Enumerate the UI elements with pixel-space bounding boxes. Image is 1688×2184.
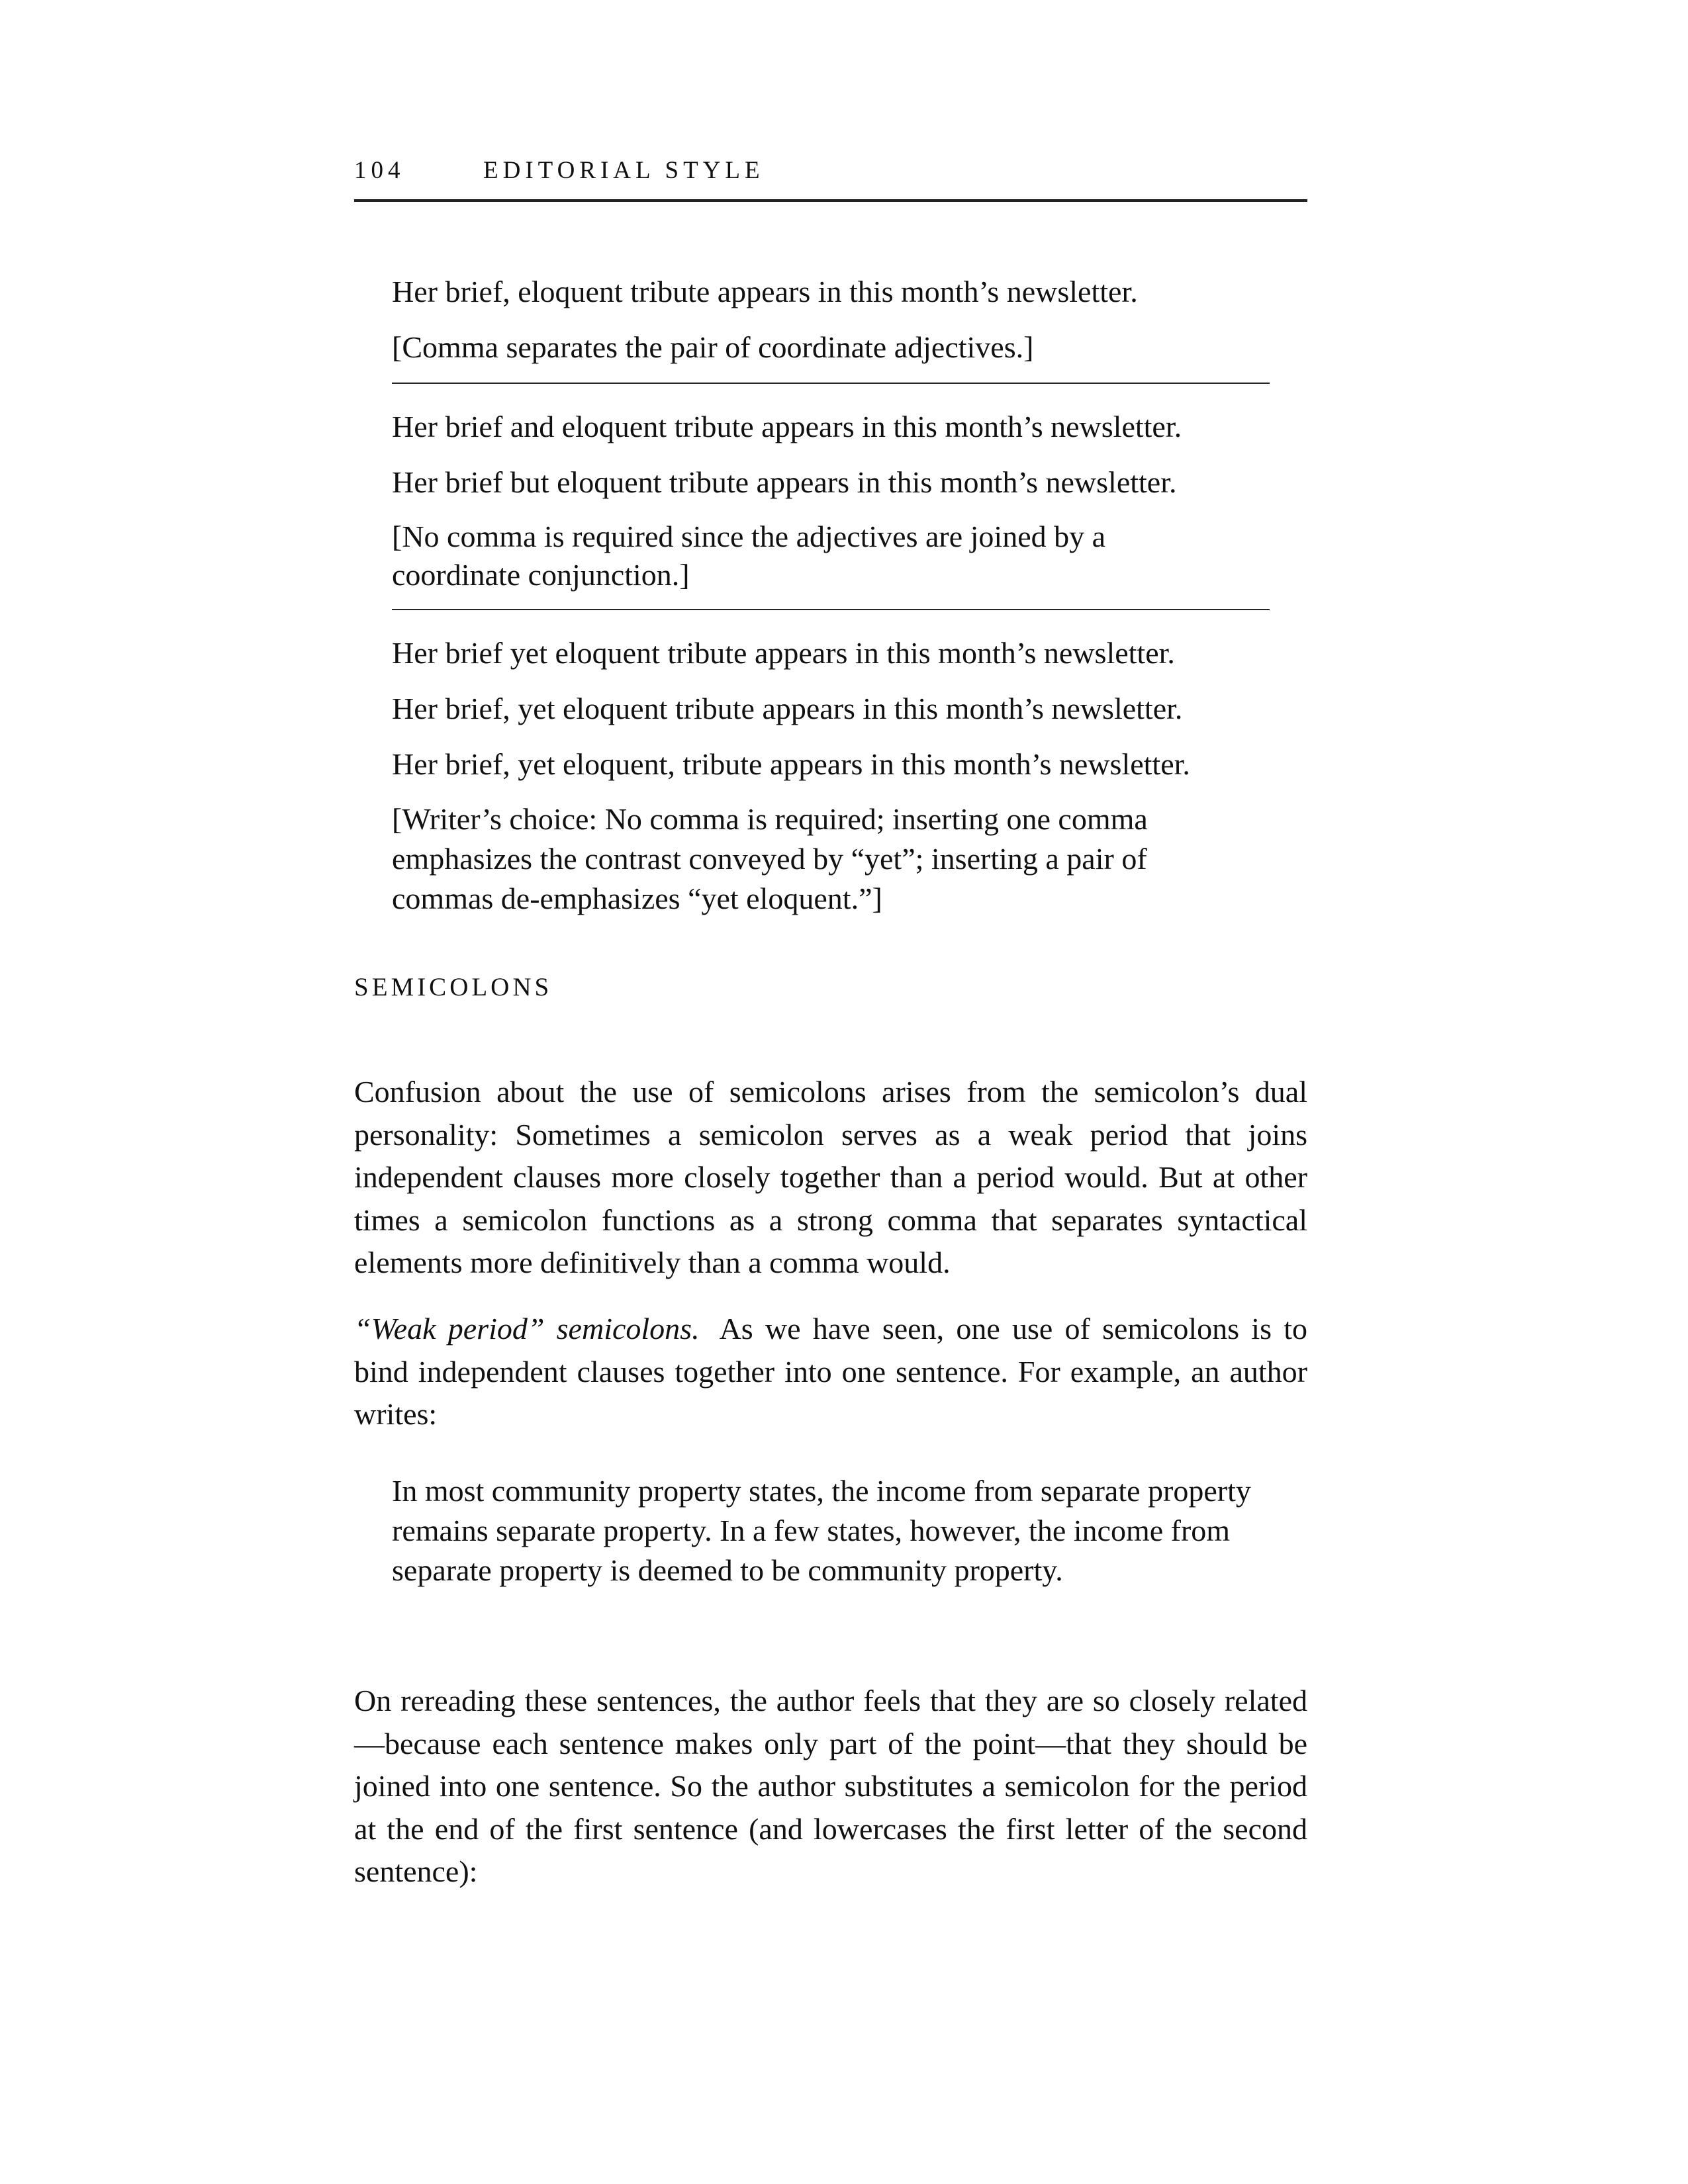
example-sentence: Her brief and eloquent tribute appears in this month’s newsletter. bbox=[392, 410, 1182, 443]
example-sentence: Her brief yet eloquent tribute appears in this month’s newsletter. bbox=[392, 636, 1175, 670]
block-quote: In most community property states, the income from separate property remains separate property. In a few states, however, the income from separate property is deemed to be community property. bbox=[392, 1474, 1251, 1587]
example-note: [No comma is required since the adjectives are joined by a coordinate conjunction.] bbox=[392, 520, 1106, 592]
body-paragraph: On rereading these sentences, the author feels that they are so closely related—because each sentence makes only part of the point—that they should be joined into one sentence. So the author substitutes a semicolon for the period at the end of the first sentence (and lowercases the first letter of the second sentence): bbox=[354, 1684, 1307, 1888]
example-note: [Writer’s choice: No comma is required; inserting one comma emphasizes the contrast conveyed by “yet”; inserting a pair of commas de-emphasizes “yet eloquent.”] bbox=[392, 802, 1148, 915]
example-divider bbox=[392, 383, 1270, 384]
section-heading: SEMICOLONS bbox=[354, 973, 553, 1001]
running-head bbox=[354, 158, 1307, 184]
example-sentence: Her brief, eloquent tribute appears in this month’s newsletter. bbox=[392, 275, 1138, 308]
example-group-2 bbox=[392, 406, 1271, 594]
paragraph-text: As we have seen, one use of semicolons is to bind independent clauses together into one sentence. For example, an author writes: bbox=[354, 1312, 1307, 1431]
run-in-heading: “Weak period” semicolons. bbox=[354, 1312, 700, 1345]
example-group-1 bbox=[392, 271, 1271, 368]
example-sentence: Her brief but eloquent tribute appears in this month’s newsletter. bbox=[392, 465, 1177, 499]
example-block bbox=[392, 271, 1271, 933]
example-sentence: Her brief, yet eloquent tribute appears in this month’s newsletter. bbox=[392, 692, 1183, 725]
page-number: 104 bbox=[354, 157, 405, 184]
header-rule bbox=[354, 199, 1307, 202]
running-head-title: EDITORIAL STYLE bbox=[483, 157, 765, 184]
body-paragraph bbox=[354, 1308, 1307, 1436]
example-sentence: Her brief, yet eloquent, tribute appears in this month’s newsletter. bbox=[392, 747, 1190, 781]
example-divider bbox=[392, 609, 1270, 610]
body-paragraph: Confusion about the use of semicolons arises from the semicolon’s dual personality: Sometimes a semicolon serves as a weak period that joins independent clauses more closely together than a period would. But at other times a semicolon functions as a strong comma that separates syntactical elements more definitively than a comma would. bbox=[354, 1075, 1307, 1279]
example-note: [Comma separates the pair of coordinate adjectives.] bbox=[392, 330, 1034, 364]
example-group-3 bbox=[392, 633, 1271, 919]
